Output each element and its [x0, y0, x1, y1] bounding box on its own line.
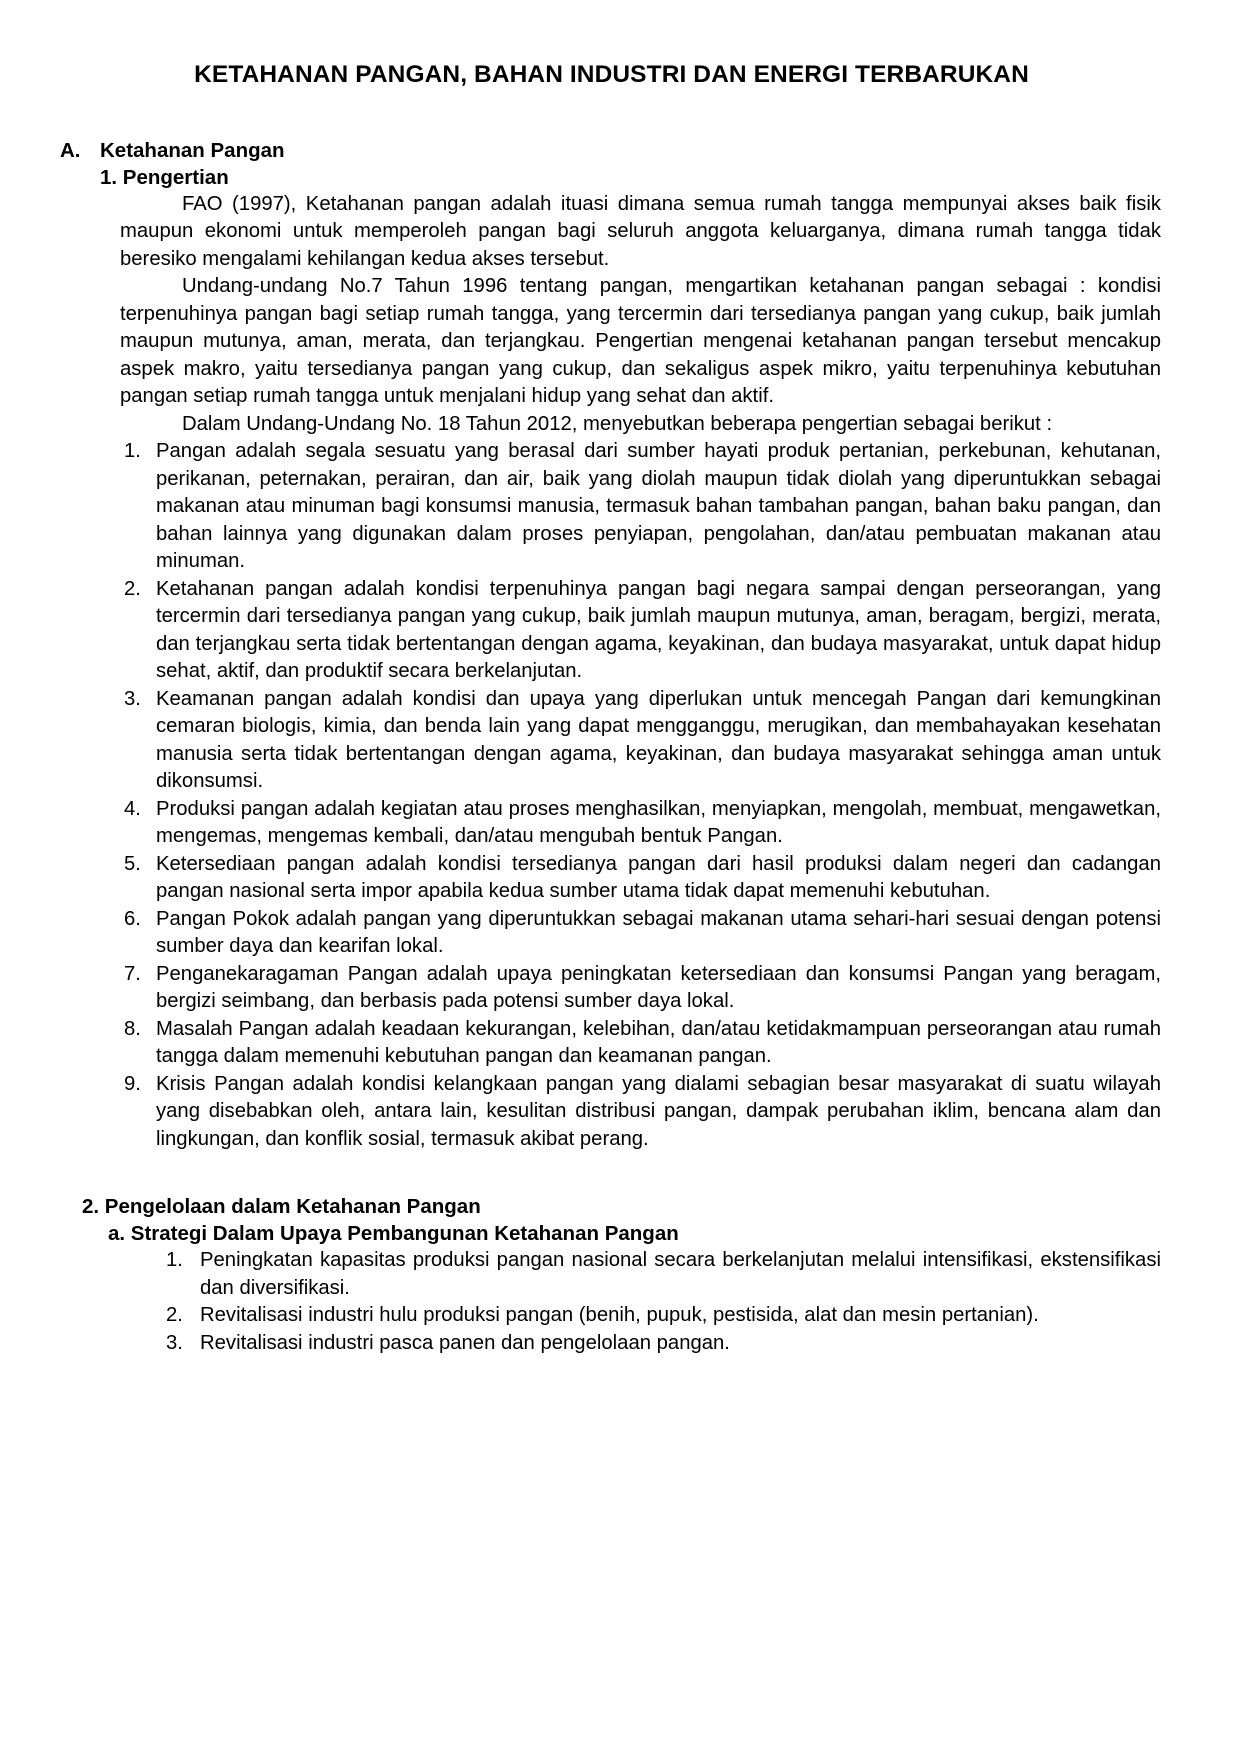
list-item-text: Produksi pangan adalah kegiatan atau proses menghasilkan, menyiapkan, mengolah, membuat, mengawetkan, mengemas, mengemas kembali, dan/atau mengubah bentuk Pangan. [156, 797, 1161, 848]
list-item [166, 1302, 1163, 1330]
list-item-number: 6. [124, 907, 141, 930]
list-item [120, 1071, 1163, 1154]
list-item-text: Penganekaragaman Pangan adalah upaya peningkatan ketersediaan dan konsumsi Pangan yang beragam, bergizi seimbang, dan berbasis pada potensi sumber daya lokal. [156, 962, 1161, 1013]
list-item [120, 576, 1163, 686]
list-item-text: Keamanan pangan adalah kondisi dan upaya yang diperlukan untuk mencegah Pangan dari kemungkinan cemaran biologis, kimia, dan benda lain yang dapat mengganggu, merugikan, dan membahayakan kesehatan manusia serta tidak bertentangan dengan agama, keyakinan, dan budaya masyarakat sehingga aman untuk dikonsumsi. [156, 687, 1161, 793]
list-item-text: Peningkatan kapasitas produksi pangan nasional secara berkelanjutan melalui intensifikasi, ekstensifikasi dan diversifikasi. [200, 1249, 1161, 1299]
page-title: KETAHANAN PANGAN, BAHAN INDUSTRI DAN ENERGI TERBARUKAN [194, 61, 1029, 88]
section-spacer [60, 1153, 1163, 1193]
list-item-number: 9. [124, 1072, 141, 1095]
list-item [120, 961, 1163, 1016]
list-item-number: 2. [124, 577, 141, 600]
list-item-number: 2. [166, 1304, 183, 1327]
list-item [120, 906, 1163, 961]
strategi-list [166, 1247, 1163, 1357]
list-item-number: 3. [166, 1331, 183, 1354]
subsection-heading-strategi: a. Strategi Dalam Upaya Pembangunan Ketahanan Pangan [108, 1222, 679, 1246]
list-item [120, 686, 1163, 796]
section-heading-a [60, 137, 1163, 164]
list-item-number: 4. [124, 797, 141, 820]
list-item-number: 1. [124, 440, 141, 463]
list-item [120, 1016, 1163, 1071]
list-item-text: Pangan Pokok adalah pangan yang diperuntukkan sebagai makanan utama sehari-hari sesuai dengan potensi sumber daya dan kearifan lokal. [156, 907, 1161, 958]
list-item-text: Pangan adalah segala sesuatu yang berasal dari sumber hayati produk pertanian, perkebunan, kehutanan, perikanan, peternakan, perairan, dan air, baik yang diolah maupun tidak diolah yang diperuntukkan sebagai makanan atau minuman bagi konsumsi manusia, termasuk bahan tambahan pangan, bahan baku pangan, dan bahan lainnya yang digunakan dalam proses penyiapan, pengolahan, dan/atau pembuatan makanan atau minuman. [156, 440, 1161, 573]
section-a-label: Ketahanan Pangan [100, 138, 285, 162]
list-item [120, 796, 1163, 851]
list-item-text: Krisis Pangan adalah kondisi kelangkaan pangan yang dialami sebagian besar masyarakat di suatu wilayah yang disebabkan oleh, antara lain, kesulitan distribusi pangan, dampak perubahan iklim, bencana alam dan lingkungan, dan konflik sosial, termasuk akibat perang. [156, 1072, 1161, 1150]
list-item-number: 8. [124, 1017, 141, 1040]
title-spacer [60, 91, 1163, 137]
list-item-text: Ketersediaan pangan adalah kondisi tersedianya pangan dari hasil produksi dalam negeri dan cadangan pangan nasional serta impor apabila kedua sumber utama tidak dapat memenuhi kebutuhan. [156, 852, 1161, 903]
list-item-text: Revitalisasi industri pasca panen dan pengelolaan pangan. [200, 1331, 730, 1354]
subsection-heading-pengelolaan: 2. Pengelolaan dalam Ketahanan Pangan [82, 1195, 481, 1219]
list-item [120, 851, 1163, 906]
section-a-marker: A. [60, 138, 81, 162]
list-item-text: Revitalisasi industri hulu produksi pangan (benih, pupuk, pestisida, alat dan mesin pertanian). [200, 1304, 1039, 1327]
paragraph-fao: FAO (1997), Ketahanan pangan adalah ituasi dimana semua rumah tangga mempunyai akses baik fisik maupun ekonomi untuk memperoleh pangan bagi seluruh anggota keluarganya, dimana rumah tangga tidak beresiko mengalami kehilangan kedua akses tersebut. [120, 192, 1161, 270]
list-item-number: 5. [124, 852, 141, 875]
paragraph-uu-7-1996: Undang-undang No.7 Tahun 1996 tentang pangan, mengartikan ketahanan pangan sebagai : kondisi terpenuhinya pangan bagi setiap rumah tangga, yang tercermin dari tersedianya pangan yang cukup, baik jumlah maupun mutunya, aman, merata, dan terjangkau. Pengertian mengenai ketahanan pangan tersebut mencakup aspek makro, yaitu tersedianya pangan yang cukup, dan sekaligus aspek mikro, yaitu terpenuhinya kebutuhan pangan setiap rumah tangga untuk menjalani hidup yang sehat dan aktif. [120, 275, 1161, 408]
list-item-number: 1. [166, 1249, 183, 1272]
subsection-heading-pengertian: 1. Pengertian [100, 165, 229, 189]
definitions-list [120, 438, 1163, 1153]
list-item [166, 1330, 1163, 1358]
list-item [120, 438, 1163, 576]
list-item [166, 1247, 1163, 1302]
paragraph-uu-18-2012: Dalam Undang-Undang No. 18 Tahun 2012, menyebutkan beberapa pengertian sebagai berikut : [182, 412, 1053, 435]
list-item-number: 3. [124, 687, 141, 710]
list-item-number: 7. [124, 962, 141, 985]
list-item-text: Masalah Pangan adalah keadaan kekurangan, kelebihan, dan/atau ketidakmampuan perseorangan atau rumah tangga dalam memenuhi kebutuhan pangan dan keamanan pangan. [156, 1017, 1161, 1068]
list-item-text: Ketahanan pangan adalah kondisi terpenuhinya pangan bagi negara sampai dengan perseorangan, yang tercermin dari tersedianya pangan yang cukup, baik jumlah maupun mutunya, aman, beragam, bergizi, merata, dan terjangkau serta tidak bertentangan dengan agama, keyakinan, dan budaya masyarakat, untuk dapat hidup sehat, aktif, dan produktif secara berkelanjutan. [156, 577, 1161, 683]
